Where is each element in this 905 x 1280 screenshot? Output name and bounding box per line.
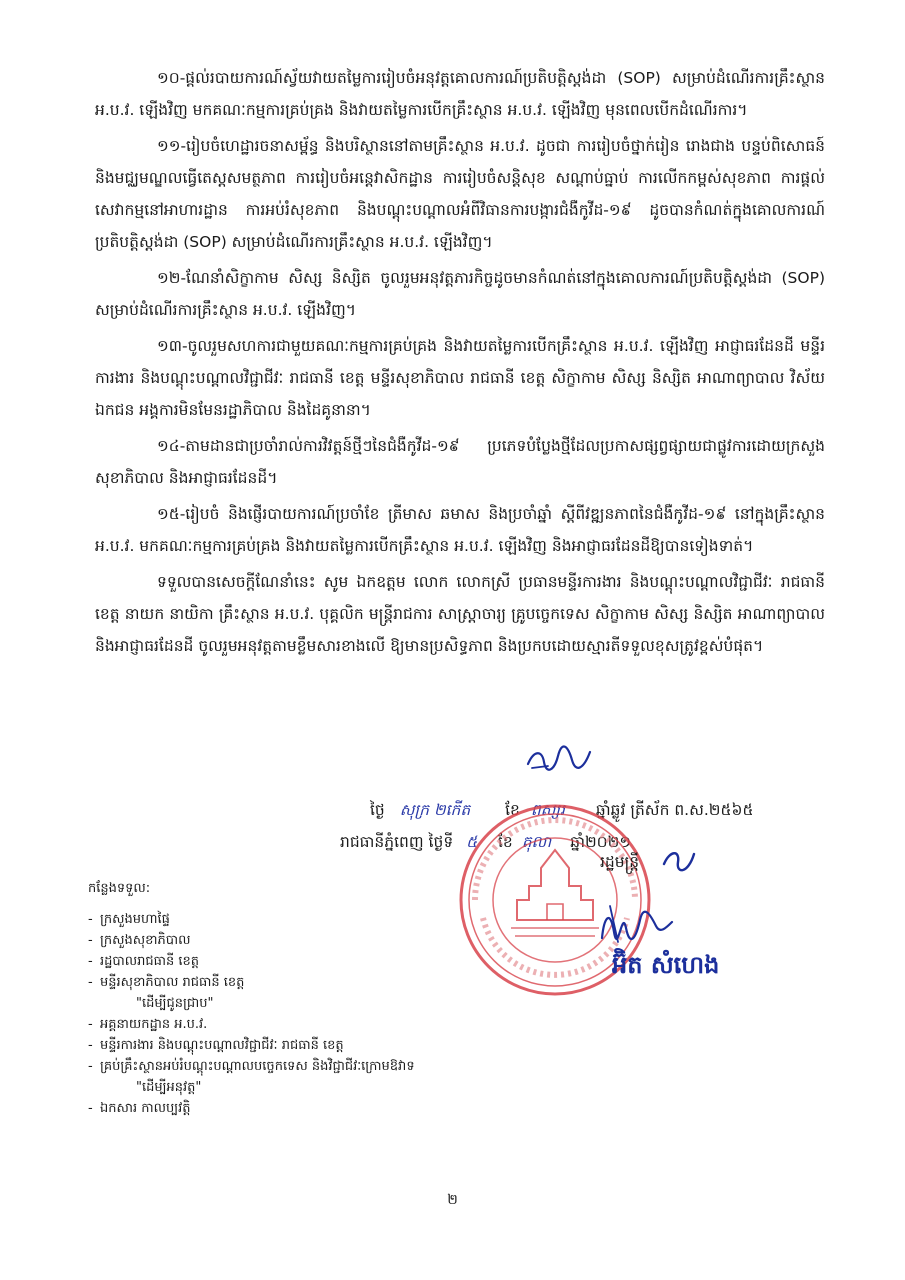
- page-number: ២: [447, 1192, 458, 1208]
- list-item: - គ្រប់គ្រឹះស្ថានអប់រំបណ្តុះបណ្តាលបច្ចេកទេស និងវិជ្ជាជីវៈក្រោមឱវាទ: [88, 1059, 415, 1074]
- list-item: - ក្រសួងសុខាភិបាល: [88, 933, 191, 948]
- recipients-section: [88, 880, 568, 1119]
- lunar-day-label: ថ្ងៃ: [370, 801, 385, 819]
- lunar-year-text: ឆ្នាំឆ្លូវ ត្រីស័ក ព.ស.២៥៦៥: [595, 801, 754, 819]
- lunar-month-handwritten: ពស្សរ: [530, 801, 565, 819]
- solar-year-text: ឆ្នាំ២០២១: [570, 833, 632, 851]
- solar-day-handwritten: ៥: [466, 833, 478, 851]
- list-item: - រដ្ឋបាលរាជធានី ខេត្ត: [88, 954, 200, 969]
- lunar-day-handwritten: សុក្រ ២កើត: [399, 801, 471, 819]
- paragraph-11: ១១-រៀបចំហេដ្ឋារចនាសម្ព័ន្ធ និងបរិស្ថាននៅតាមគ្រឹះស្ថាន អ.ប.វ. ដូចជា ការរៀបចំថ្នាក់រៀន រោងជាង បន្ទប់ពិសោធន៍ និងមជ្ឈមណ្ឌលធ្វើតេស្តសមត្ថភាព ការរៀបចំអន្តេវាសិកដ្ឋាន ការរៀបចំសន្តិសុខ សណ្តាប់ធ្នាប់ ការលើកកម្ពស់សុខភាព ការផ្តល់សេវាកម្មនៅអាហារដ្ឋាន ការអប់រំសុខភាព និងបណ្តុះបណ្តាលអំពីវិធានការបង្ការជំងឺកូវីដ-១៩ ដូចបានកំណត់ក្នុងគោលការណ៍ប្រតិបត្តិស្តង់ដា (SOP) សម្រាប់ដំណើរការគ្រឹះស្ថាន អ.ប.វ. ឡើងវិញ។: [95, 137, 825, 251]
- list-item: "ដើម្បីអនុវត្ត": [136, 1080, 202, 1095]
- solar-month-label: ខែ: [498, 833, 513, 851]
- handwritten-signature-icon: [596, 898, 676, 948]
- initials-signature-icon: [524, 742, 594, 776]
- recipients-heading: កន្លែងទទួល:: [88, 881, 151, 896]
- lunar-month-label: ខែ: [505, 801, 520, 819]
- signature-mark-icon: [660, 846, 700, 876]
- list-item: - មន្ទីរការងារ និងបណ្តុះបណ្តាលវិជ្ជាជីវៈ រាជធានី ខេត្ត: [88, 1038, 344, 1053]
- paragraph-10: ១០-ផ្តល់របាយការណ៍ស្វ័យវាយតម្លៃការរៀបចំអនុវត្តគោលការណ៍ប្រតិបត្តិស្តង់ដា (SOP) សម្រាប់ដំណើរការគ្រឹះស្ថាន អ.ប.វ. ឡើងវិញ មកគណៈកម្មការគ្រប់គ្រង និងវាយតម្លៃការបើកគ្រឹះស្ថាន អ.ប.វ. ឡើងវិញ មុនពេលបើកដំណើរការ។: [95, 69, 825, 119]
- list-item: - មន្ទីរសុខាភិបាល រាជធានី ខេត្ត: [88, 975, 245, 990]
- document-body: [95, 62, 825, 666]
- paragraph-13: ១៣-ចូលរួមសហការជាមួយគណៈកម្មការគ្រប់គ្រង និងវាយតម្លៃការបើកគ្រឹះស្ថាន អ.ប.វ. ឡើងវិញ អាជ្ញាធរដែនដី មន្ទីរការងារ និងបណ្តុះបណ្តាលវិជ្ជាជីវៈ រាជធានី ខេត្ត មន្ទីរសុខាភិបាល រាជធានី ខេត្ត សិក្ខាកាម សិស្ស និស្សិត អាណាព្យាបាល វិស័យឯកជន អង្គការមិនមែនរដ្ឋាភិបាល និងដៃគូនានា។: [95, 337, 825, 419]
- recipients-list: [88, 909, 568, 1119]
- list-item: - ឯកសារ កាលប្បវត្តិ: [88, 1101, 191, 1116]
- place-date-label: រាជធានីភ្នំពេញ ថ្ងៃទី: [340, 833, 454, 851]
- solar-month-handwritten: តុលា: [521, 833, 552, 851]
- minister-name: អ៊ិត សំហេង: [612, 951, 720, 979]
- minister-title: រដ្ឋមន្ត្រី: [600, 853, 640, 871]
- paragraph-12: ១២-ណែនាំសិក្ខាកាម សិស្ស និស្សិត ចូលរួមអនុវត្តភារកិច្ចដូចមានកំណត់នៅក្នុងគោលការណ៍ប្រតិបត្តិស្តង់ដា (SOP) សម្រាប់ដំណើរការគ្រឹះស្ថាន អ.ប.វ. ឡើងវិញ។: [95, 269, 825, 319]
- paragraph-14: ១៤-តាមដានជាប្រចាំរាល់ការវិវត្តន៍ថ្មីៗនៃជំងឺកូវីដ-១៩ ប្រភេទបំប្លែងថ្មីដែលប្រកាសផ្សព្វផ្សាយជាផ្លូវការដោយក្រសួងសុខាភិបាល និងអាជ្ញាធរដែនដី។: [95, 437, 825, 487]
- paragraph-15: ១៥-រៀបចំ និងផ្ញើរបាយការណ៍ប្រចាំខែ ត្រីមាស ឆមាស និងប្រចាំឆ្នាំ ស្តីពីវឌ្ឍនភាពនៃជំងឺកូវីដ-១៩ នៅក្នុងគ្រឹះស្ថាន អ.ប.វ. មកគណៈកម្មការគ្រប់គ្រង និងវាយតម្លៃការបើកគ្រឹះស្ថាន អ.ប.វ. ឡើងវិញ និងអាជ្ញាធរដែនដីឱ្យបានទៀងទាត់។: [95, 505, 825, 555]
- list-item: - អគ្គនាយកដ្ឋាន អ.ប.វ.: [88, 1017, 208, 1032]
- list-item: - ក្រសួងមហាផ្ទៃ: [88, 912, 170, 927]
- closing-paragraph: ទទួលបានសេចក្តីណែនាំនេះ សូម ឯកឧត្តម លោក លោកស្រី ប្រធានមន្ទីរការងារ និងបណ្តុះបណ្តាលវិជ្ជាជីវៈ រាជធានី ខេត្ត នាយក នាយិកា គ្រឹះស្ថាន អ.ប.វ. បុគ្គលិក មន្ត្រីរាជការ សាស្ត្រាចារ្យ គ្រូបច្ចេកទេស សិក្ខាកាម សិស្ស និស្សិត អាណាព្យាបាល និងអាជ្ញាធរដែនដី ចូលរួមអនុវត្តតាមខ្លឹមសារខាងលើ ឱ្យមានប្រសិទ្ធភាព និងប្រកបដោយស្មារតីទទួលខុសត្រូវខ្ពស់បំផុត។: [95, 573, 825, 655]
- list-item: "ដើម្បីជូនជ្រាប": [136, 996, 214, 1011]
